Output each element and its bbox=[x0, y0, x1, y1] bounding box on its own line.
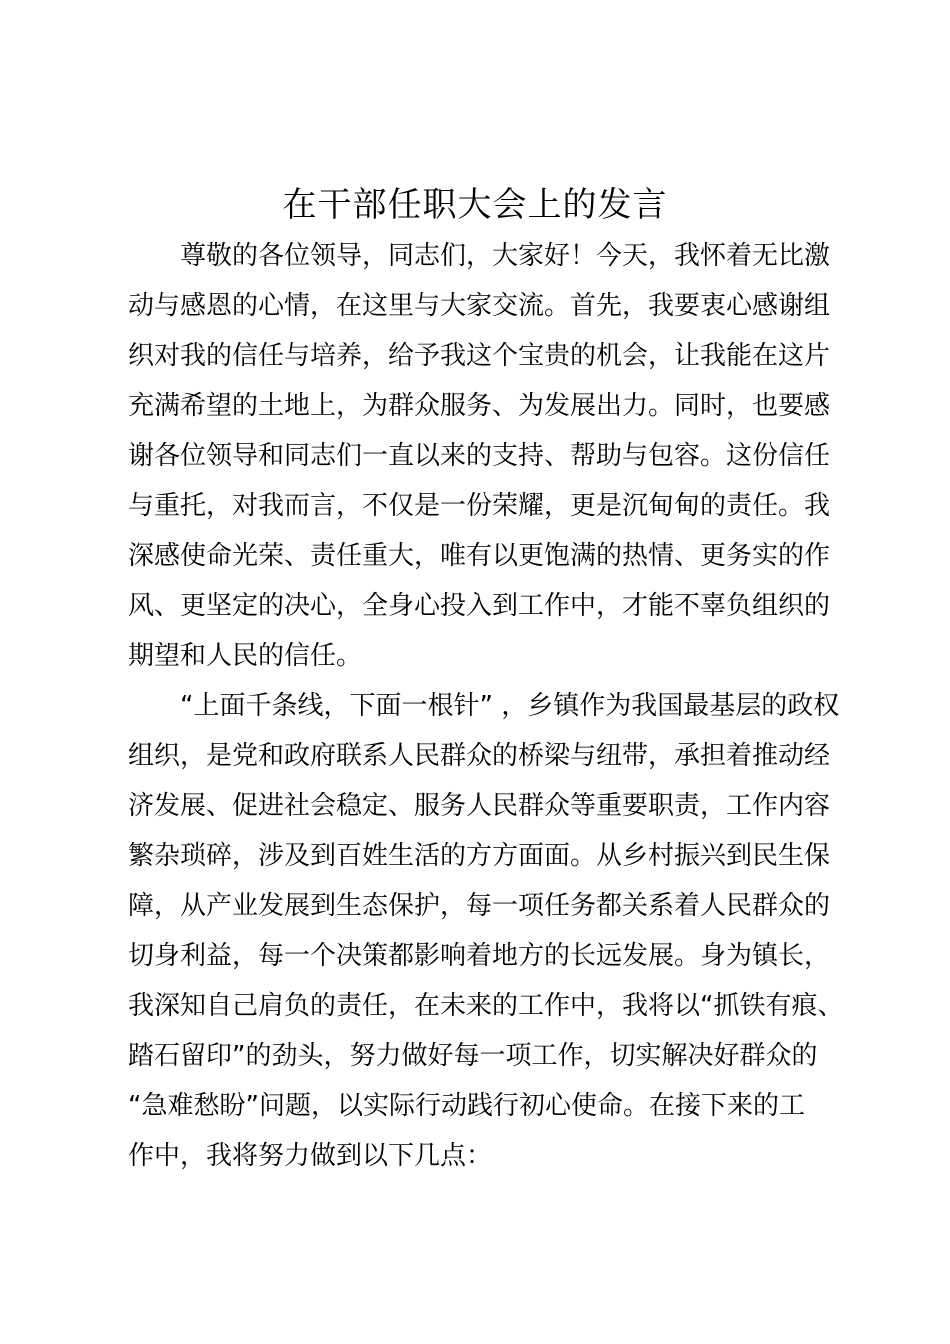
paragraph-1-line-2: 动与感恩的心情，在这里与大家交流。首先，我要衷心感谢组 bbox=[128, 291, 831, 321]
paragraph-1-line-8: 风、更坚定的决心，全身心投入到工作中，才能不辜负组织的 bbox=[128, 591, 831, 621]
paragraph-2-line-9: “急难愁盼”问题，以实际行动践行初心使命。在接下来的工 bbox=[128, 1091, 805, 1121]
paragraph-1-line-3: 织对我的信任与培养，给予我这个宝贵的机会，让我能在这片 bbox=[128, 341, 831, 371]
paragraph-2-line-4: 繁杂琐碎，涉及到百姓生活的方方面面。从乡村振兴到民生保 bbox=[128, 841, 831, 871]
paragraph-1-line-9: 期望和人民的信任。 bbox=[128, 641, 363, 671]
paragraph-2-line-1: “上面千条线，下面一根针” ，乡镇作为我国最基层的政权 bbox=[180, 691, 840, 721]
paragraph-2-line-3: 济发展、促进社会稳定、服务人民群众等重要职责，工作内容 bbox=[128, 791, 831, 821]
document-title: 在干部任职大会上的发言 bbox=[282, 185, 668, 225]
paragraph-1-line-1: 尊敬的各位领导，同志们，大家好！今天，我怀着无比激 bbox=[180, 241, 831, 271]
paragraph-2-line-2: 组织，是党和政府联系人民群众的桥梁与纽带，承担着推动经 bbox=[128, 741, 831, 771]
paragraph-2-line-6: 切身利益，每一个决策都影响着地方的长远发展。身为镇长， bbox=[128, 941, 831, 971]
paragraph-1-line-5: 谢各位领导和同志们一直以来的支持、帮助与包容。这份信任 bbox=[128, 441, 831, 471]
paragraph-1-line-7: 深感使命光荣、责任重大，唯有以更饱满的热情、更务实的作 bbox=[128, 541, 831, 571]
paragraph-2-line-7: 我深知自己肩负的责任，在未来的工作中，我将以“抓铁有痕、 bbox=[128, 991, 844, 1021]
paragraph-2-line-5: 障，从产业发展到生态保护，每一项任务都关系着人民群众的 bbox=[128, 891, 831, 921]
paragraph-1-line-4: 充满希望的土地上，为群众服务、为发展出力。同时，也要感 bbox=[128, 391, 831, 421]
paragraph-2-line-10: 作中，我将努力做到以下几点： bbox=[128, 1141, 493, 1171]
paragraph-2-line-8: 踏石留印”的劲头，努力做好每一项工作，切实解决好群众的 bbox=[128, 1041, 818, 1071]
paragraph-1-line-6: 与重托，对我而言，不仅是一份荣耀，更是沉甸甸的责任。我 bbox=[128, 491, 831, 521]
